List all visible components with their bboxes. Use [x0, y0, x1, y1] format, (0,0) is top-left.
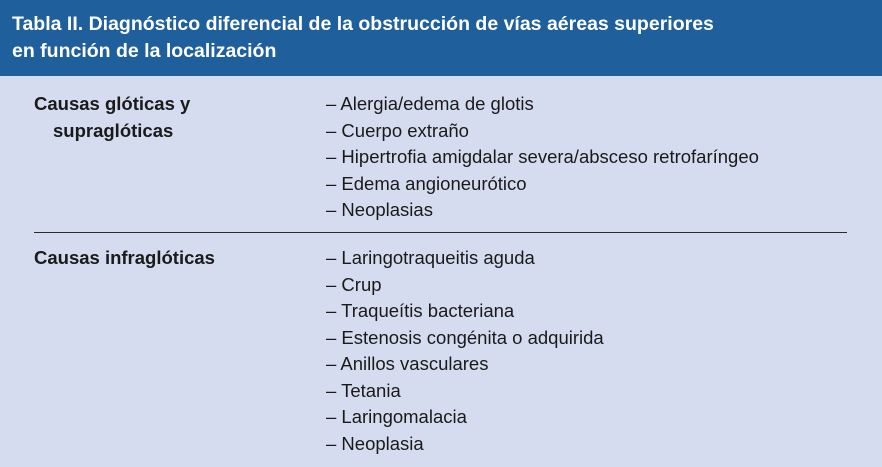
cause-list — [326, 91, 759, 224]
table-header — [0, 0, 882, 76]
list-item: – Laringotraqueitis aguda — [326, 247, 535, 268]
row-cause-label — [34, 91, 190, 144]
row-cause-label — [34, 245, 215, 272]
list-item: – Laringomalacia — [326, 406, 467, 427]
list-item: – Estenosis congénita o adquirida — [326, 326, 604, 348]
row-divider — [34, 232, 847, 233]
table-title-line-1: Tabla II. Diagnóstico diferencial de la obstrucción de vías aéreas superiores — [12, 13, 714, 35]
list-item: – Edema angioneurótico — [326, 172, 527, 194]
list-item: – Traqueítis bacteriana — [326, 300, 515, 321]
list-item: – Crup — [326, 273, 382, 295]
list-item: – Alergia/edema de glotis — [326, 93, 534, 114]
list-item: – Hipertrofia amigdalar severa/absceso retrofaríngeo — [326, 146, 759, 167]
list-item: – Tetania — [326, 379, 401, 401]
list-item: – Anillos vasculares — [326, 353, 489, 374]
cause-label-line-2: supraglóticas — [53, 119, 174, 141]
cause-label-line-1: Causas infraglóticas — [34, 247, 215, 268]
list-item: – Cuerpo extraño — [326, 119, 469, 141]
list-item: – Neoplasia — [326, 432, 424, 454]
list-item: – Neoplasias — [326, 199, 433, 220]
cause-list — [326, 245, 604, 457]
table-title-line-2: en función de la localización — [12, 40, 277, 62]
cause-label-line-1: Causas glóticas y — [34, 93, 191, 114]
